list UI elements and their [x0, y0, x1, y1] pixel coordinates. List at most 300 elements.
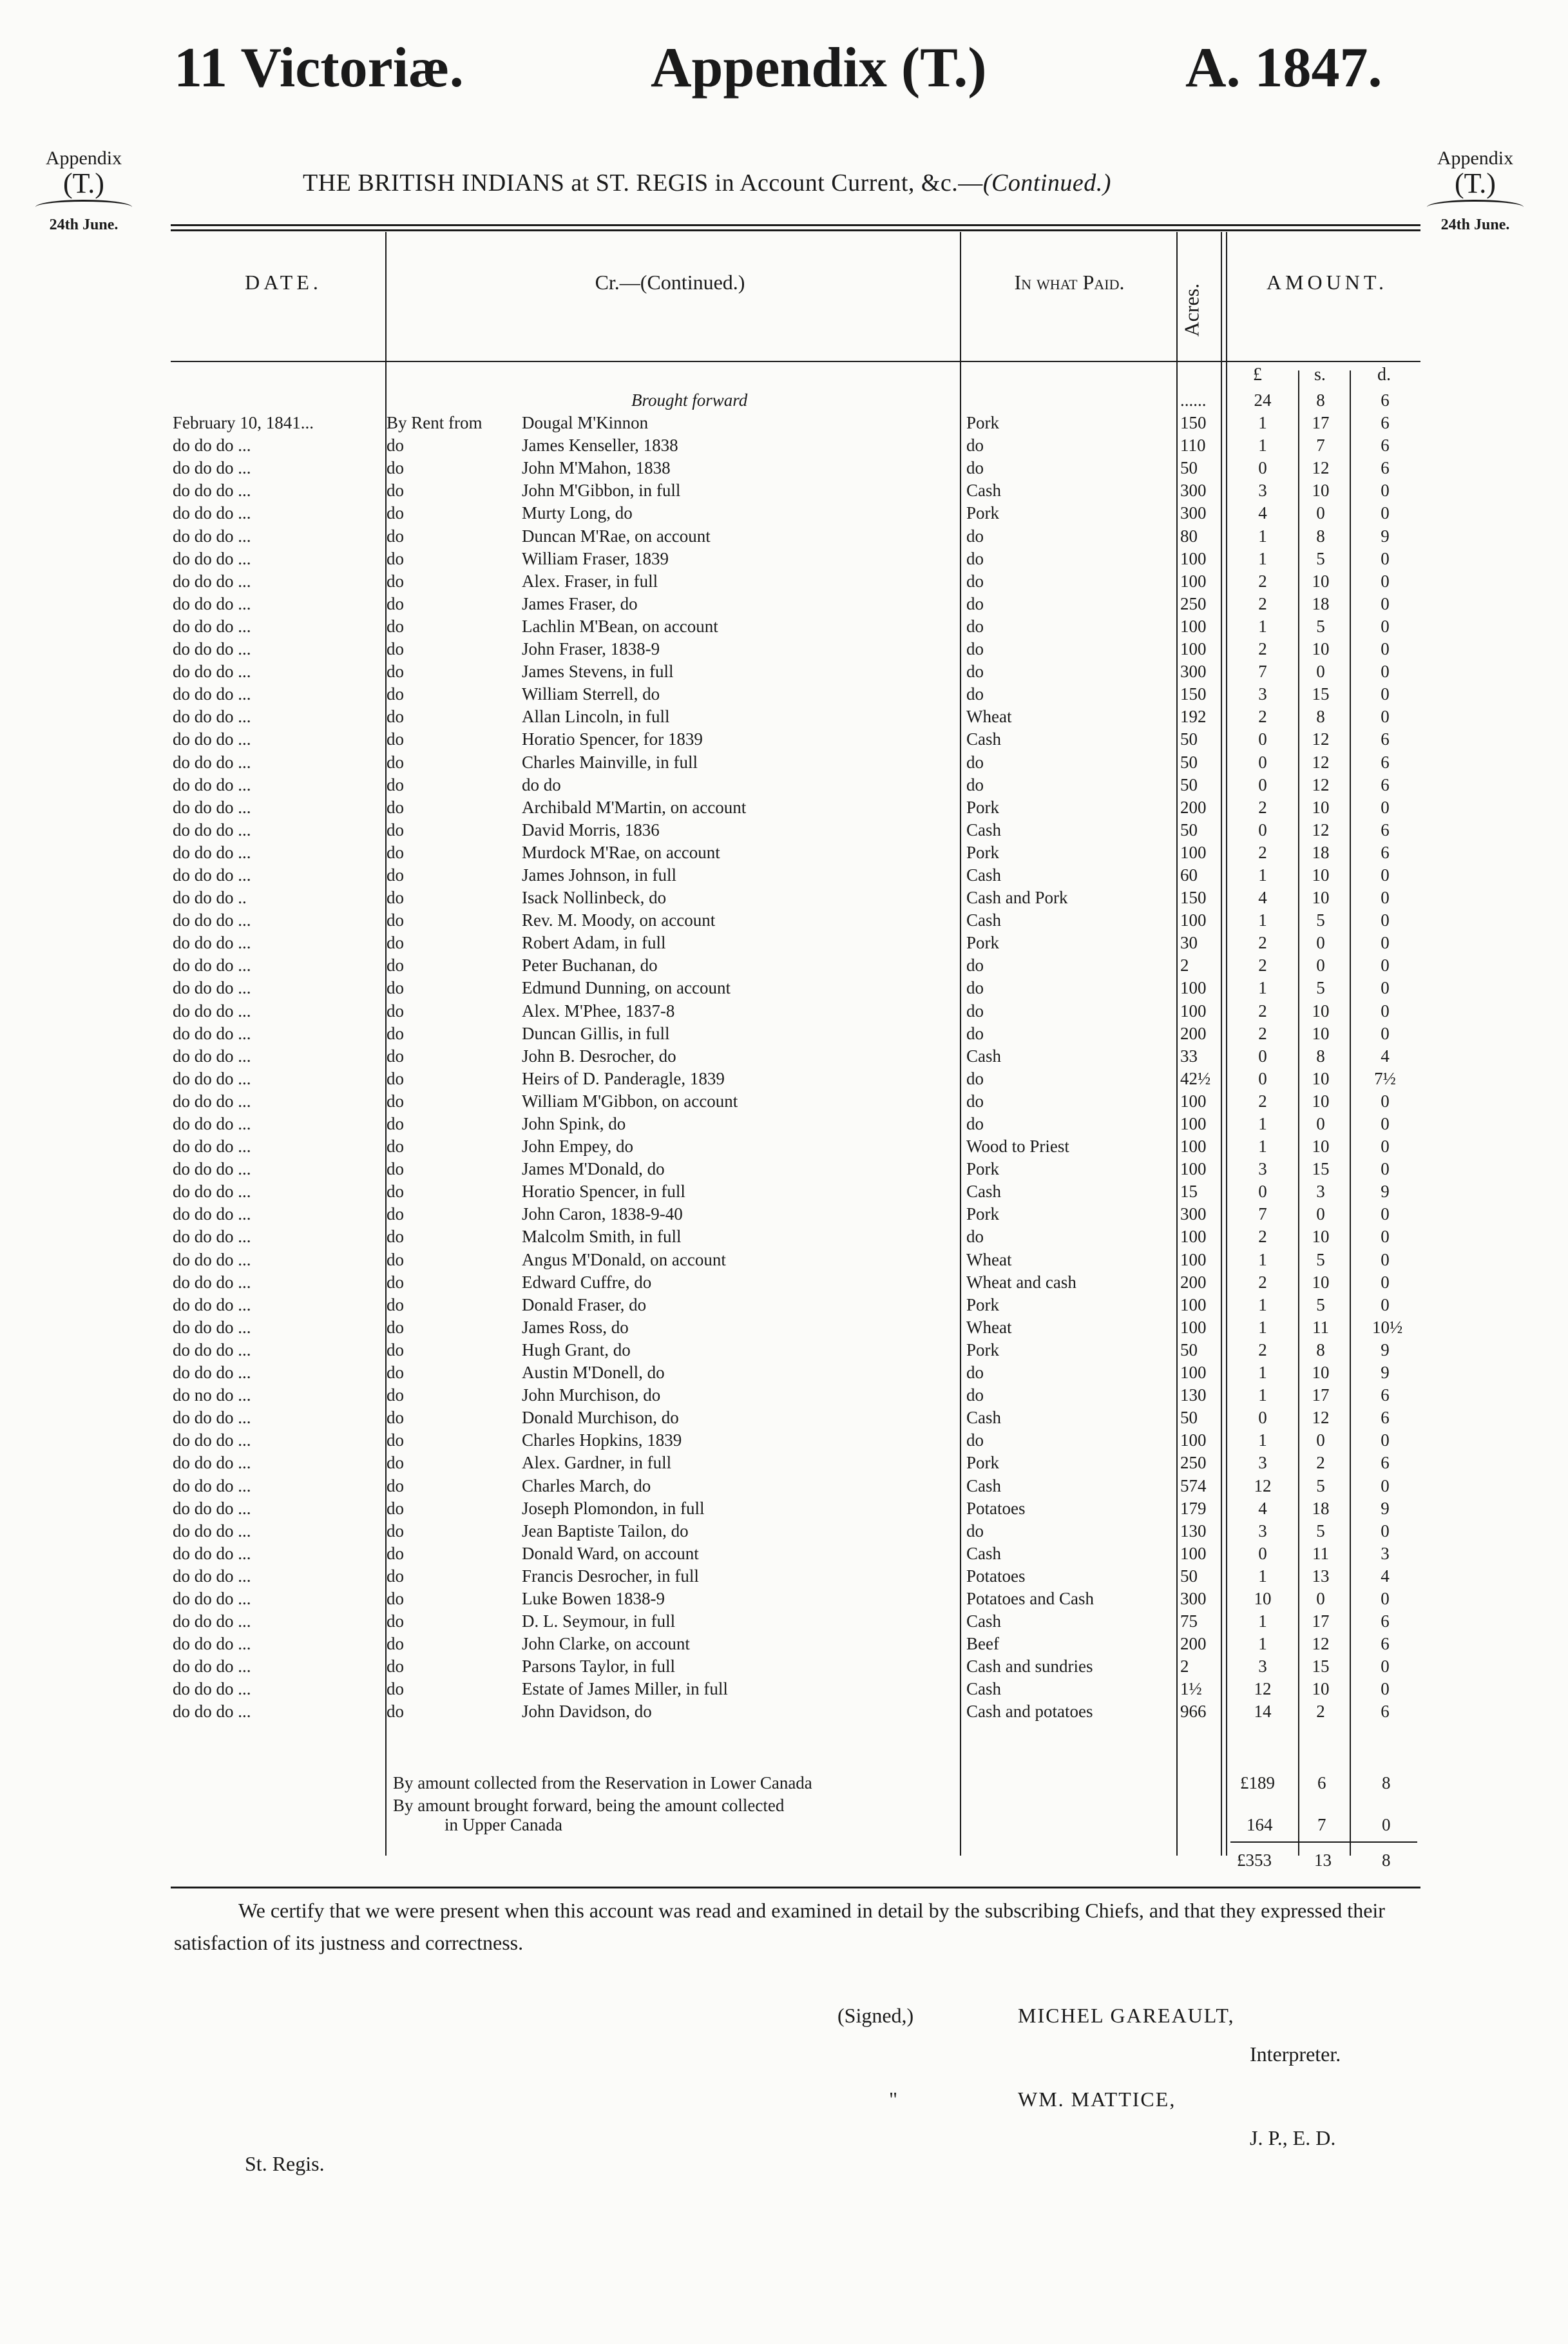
shillings-cell: 10: [1312, 1023, 1330, 1043]
paid-in-cell: Cash: [966, 1475, 1001, 1495]
table-row: [0, 728, 1568, 751]
paid-in-cell: Cash and potatoes: [966, 1702, 1093, 1722]
table-row: [0, 412, 1568, 434]
table-row: [0, 864, 1568, 887]
acres-cell: 50: [1180, 752, 1198, 772]
acres-cell: 100: [1180, 1363, 1207, 1383]
shillings-cell: 5: [1316, 1475, 1325, 1495]
pounds-cell: 2: [1258, 842, 1267, 862]
credit-prefix-cell: do: [387, 1611, 404, 1631]
pence-cell: 6: [1381, 774, 1390, 794]
pounds-cell: 12: [1254, 1679, 1272, 1699]
pence-cell: 0: [1381, 933, 1390, 953]
pounds-cell: 1: [1258, 1430, 1267, 1450]
shillings-cell: 0: [1316, 1430, 1325, 1450]
pence-cell: 9: [1381, 526, 1390, 546]
paid-in-cell: do: [966, 684, 984, 704]
credit-prefix-cell: do: [387, 865, 404, 885]
acres-cell: 300: [1180, 662, 1207, 682]
pounds-cell: 4: [1258, 888, 1267, 908]
pounds-cell: 2: [1258, 1227, 1267, 1247]
credit-prefix-cell: do: [387, 481, 404, 501]
paid-in-cell: do: [966, 616, 984, 636]
acres-cell: 100: [1180, 1430, 1207, 1450]
payer-name-cell: Angus M'Donald, on account: [522, 1249, 726, 1269]
certification-text: We certify that we were present when this account was read and examined in detail by the subscribing Chiefs, and that they expressed their satisfaction of its justness and correctness.: [174, 1899, 1385, 1954]
shillings-cell: 17: [1312, 413, 1330, 433]
signatory-2-name: WM. MATTICE,: [1018, 2088, 1176, 2111]
date-cell: do do do ...: [173, 1249, 251, 1269]
date-cell: do do do ...: [173, 1453, 251, 1473]
payer-name-cell: Charles Mainville, in full: [522, 752, 698, 772]
paid-in-cell: Cash: [966, 820, 1001, 840]
payer-name-cell: Donald Fraser, do: [522, 1294, 647, 1314]
pounds-cell: 0: [1258, 1068, 1267, 1088]
credit-prefix-cell: do: [387, 616, 404, 636]
paid-in-cell: Cash: [966, 865, 1001, 885]
brace-icon: [35, 200, 132, 215]
payer-name-cell: John Murchison, do: [522, 1385, 661, 1405]
pounds-cell: 0: [1258, 820, 1267, 840]
pence-cell: 6: [1381, 842, 1390, 862]
pounds-cell: 1: [1258, 910, 1267, 930]
credit-prefix-cell: do: [387, 1159, 404, 1179]
shillings-cell: 2: [1316, 1453, 1325, 1473]
acres-cell: 100: [1180, 1114, 1207, 1133]
shillings-cell: 10: [1312, 1679, 1330, 1699]
payer-name-cell: James Kenseller, 1838: [522, 436, 678, 456]
paid-in-cell: Pork: [966, 413, 1000, 433]
credit-prefix-cell: do: [387, 729, 404, 749]
payer-name-cell: John Empey, do: [522, 1137, 633, 1157]
margin-date: 24th June.: [1440, 216, 1510, 233]
date-cell: do do do ...: [173, 956, 251, 975]
date-cell: do do do ...: [173, 1340, 251, 1359]
shillings-cell: 12: [1312, 1408, 1330, 1428]
table-row: [0, 1407, 1568, 1429]
date-cell: do do do ...: [173, 1091, 251, 1111]
table-row: [0, 1384, 1568, 1407]
payer-name-cell: Horatio Spencer, for 1839: [522, 729, 703, 749]
pence-cell: 6: [1381, 1453, 1390, 1473]
paid-in-cell: do: [966, 1430, 984, 1450]
pence-cell: 0: [1381, 548, 1390, 568]
credit-prefix-cell: do: [387, 662, 404, 682]
date-cell: do do do ...: [173, 1068, 251, 1088]
credit-prefix-cell: By Rent from: [387, 413, 483, 433]
pounds-cell: 3: [1258, 1453, 1267, 1473]
credit-prefix-cell: do: [387, 1475, 404, 1495]
payer-name-cell: Allan Lincoln, in full: [522, 707, 670, 727]
acres-cell: 50: [1180, 1340, 1198, 1359]
pence-cell: 6: [1381, 729, 1390, 749]
date-cell: do do do ...: [173, 842, 251, 862]
pounds-cell: 0: [1258, 1408, 1267, 1428]
margin-appendix-letter: (T.): [63, 167, 104, 199]
pence-cell: 0: [1381, 1137, 1390, 1157]
table-row: [0, 683, 1568, 706]
table-row: [0, 1339, 1568, 1361]
credit-prefix-cell: do: [387, 1182, 404, 1202]
shillings-cell: 8: [1316, 707, 1325, 727]
acres-cell: 100: [1180, 1317, 1207, 1337]
credit-prefix-cell: do: [387, 1702, 404, 1722]
pence-cell: 0: [1381, 1023, 1390, 1043]
date-cell: do do do ...: [173, 1137, 251, 1157]
credit-prefix-cell: do: [387, 1249, 404, 1269]
credit-prefix-cell: do: [387, 1408, 404, 1428]
acres-cell: 100: [1180, 1091, 1207, 1111]
table-row: [0, 1113, 1568, 1135]
pence-cell: 0: [1381, 1249, 1390, 1269]
margin-appendix-label: Appendix: [45, 148, 122, 169]
header-appendix: Appendix (T.): [651, 37, 987, 99]
date-cell: do do do ...: [173, 933, 251, 953]
pence-cell: 0: [1381, 978, 1390, 998]
payer-name-cell: D. L. Seymour, in full: [522, 1611, 676, 1631]
date-cell: do do do ...: [173, 820, 251, 840]
payer-name-cell: Robert Adam, in full: [522, 933, 666, 953]
credit-prefix-cell: do: [387, 1498, 404, 1518]
payer-name-cell: John M'Mahon, 1838: [522, 458, 671, 478]
pence-cell: 0: [1381, 1475, 1390, 1495]
table-row: [0, 548, 1568, 570]
payer-name-cell: William M'Gibbon, on account: [522, 1091, 738, 1111]
upper-canada-pence: 0: [1382, 1815, 1391, 1834]
date-cell: do do do ...: [173, 1294, 251, 1314]
date-cell: do do do ...: [173, 503, 251, 523]
pence-cell: 0: [1381, 865, 1390, 885]
paid-in-cell: do: [966, 526, 984, 546]
pounds-cell: 4: [1258, 1498, 1267, 1518]
payer-name-cell: Murdock M'Rae, on account: [522, 842, 720, 862]
date-cell: do do do ...: [173, 1408, 251, 1428]
acres-cell: 100: [1180, 1159, 1207, 1179]
acres-cell: 100: [1180, 842, 1207, 862]
credit-prefix-cell: do: [387, 436, 404, 456]
date-cell: do do do ...: [173, 1588, 251, 1608]
total-pence: 8: [1382, 1850, 1391, 1870]
column-header-paid: In what Paid.: [1014, 271, 1125, 294]
credit-prefix-cell: do: [387, 503, 404, 523]
date-cell: do do do ...: [173, 1159, 251, 1179]
pence-cell: 6: [1381, 1634, 1390, 1654]
table-row: [0, 1271, 1568, 1294]
shillings-cell: 12: [1312, 820, 1330, 840]
shillings-cell: 5: [1316, 978, 1325, 998]
pence-cell: 0: [1381, 1521, 1390, 1541]
acres-cell: 130: [1180, 1521, 1207, 1541]
paid-in-cell: Pork: [966, 1340, 1000, 1359]
shillings-cell: 11: [1312, 1317, 1329, 1337]
shillings-cell: 0: [1316, 1204, 1325, 1224]
acres-cell: 1½: [1180, 1679, 1202, 1699]
shillings-cell: 10: [1312, 639, 1330, 659]
pounds-cell: 3: [1258, 684, 1267, 704]
table-row: [0, 615, 1568, 638]
payer-name-cell: John Clarke, on account: [522, 1634, 690, 1654]
table-row: [0, 932, 1568, 954]
paid-in-cell: Pork: [966, 1159, 1000, 1179]
paid-in-cell: Beef: [966, 1634, 999, 1654]
pounds-cell: 12: [1254, 1475, 1272, 1495]
credit-prefix-cell: do: [387, 526, 404, 546]
total-rule: [1230, 1841, 1417, 1843]
shillings-cell: 13: [1312, 1566, 1330, 1586]
acres-cell: 192: [1180, 707, 1207, 727]
pounds-cell: 2: [1258, 797, 1267, 817]
pounds-cell: 2: [1258, 1023, 1267, 1043]
payer-name-cell: John Davidson, do: [522, 1702, 652, 1722]
credit-prefix-cell: do: [387, 1543, 404, 1563]
pounds-cell: 1: [1258, 1114, 1267, 1133]
pence-cell: 4: [1381, 1566, 1390, 1586]
credit-prefix-cell: do: [387, 956, 404, 975]
date-cell: do do do ...: [173, 1317, 251, 1337]
payer-name-cell: Alex. Gardner, in full: [522, 1453, 672, 1473]
pounds-cell: 1: [1258, 616, 1267, 636]
acres-cell: 100: [1180, 1249, 1207, 1269]
pence-cell: 0: [1381, 503, 1390, 523]
shillings-cell: 0: [1316, 662, 1325, 682]
pence-cell: 0: [1381, 1272, 1390, 1292]
table-row: [0, 1452, 1568, 1474]
shillings-cell: 0: [1316, 1114, 1325, 1133]
shillings-cell: 8: [1316, 526, 1325, 546]
table-row: [0, 1203, 1568, 1225]
paid-in-cell: Pork: [966, 933, 1000, 953]
date-cell: do do do ...: [173, 1498, 251, 1518]
paid-in-cell: Cash: [966, 1543, 1001, 1563]
pounds-cell: 0: [1258, 1182, 1267, 1202]
paid-in-cell: do: [966, 593, 984, 613]
paid-in-cell: do: [966, 774, 984, 794]
pounds-cell: 2: [1258, 707, 1267, 727]
shillings-cell: 10: [1312, 1227, 1330, 1247]
pence-cell: 0: [1381, 956, 1390, 975]
ledger-rows: [0, 389, 1568, 1724]
shillings-cell: 17: [1312, 1611, 1330, 1631]
paid-in-cell: do: [966, 1091, 984, 1111]
payer-name-cell: James Johnson, in full: [522, 865, 676, 885]
date-cell: do do do ..: [173, 888, 247, 908]
margin-appendix-letter: (T.): [1455, 167, 1496, 199]
date-cell: do do do ...: [173, 571, 251, 591]
table-row: [0, 502, 1568, 524]
date-cell: do do do ...: [173, 684, 251, 704]
pence-cell: 9: [1381, 1498, 1390, 1518]
credit-prefix-cell: do: [387, 1023, 404, 1043]
column-header-acres-label: Acres.: [1180, 283, 1203, 337]
pence-cell: 0: [1381, 571, 1390, 591]
table-row: [0, 706, 1568, 728]
date-cell: do do do ...: [173, 1001, 251, 1021]
credit-prefix-cell: do: [387, 458, 404, 478]
payer-name-cell: William Fraser, 1839: [522, 548, 669, 568]
credit-prefix-cell: do: [387, 1272, 404, 1292]
credit-prefix-cell: do: [387, 752, 404, 772]
payer-name-cell: Duncan M'Rae, on account: [522, 526, 711, 546]
acres-cell: 300: [1180, 1204, 1207, 1224]
pence-cell: 0: [1381, 910, 1390, 930]
credit-prefix-cell: do: [387, 1566, 404, 1586]
acres-cell: 100: [1180, 1001, 1207, 1021]
acres-cell: 80: [1180, 526, 1198, 546]
date-cell: do do do ...: [173, 752, 251, 772]
column-header-amount: AMOUNT.: [1266, 271, 1388, 294]
acres-cell: 50: [1180, 458, 1198, 478]
acres-cell: 110: [1180, 436, 1206, 456]
shillings-cell: 10: [1312, 1001, 1330, 1021]
acres-cell: 50: [1180, 1566, 1198, 1586]
credit-prefix-cell: do: [387, 1340, 404, 1359]
paid-in-cell: do: [966, 978, 984, 998]
payer-name-cell: Dougal M'Kinnon: [522, 413, 649, 433]
pence-cell: 6: [1381, 1611, 1390, 1631]
paid-in-cell: Cash: [966, 1679, 1001, 1699]
pence-cell: 6: [1381, 436, 1390, 456]
acres-cell: 250: [1180, 1453, 1207, 1473]
paid-in-cell: do: [966, 458, 984, 478]
pence-cell: 0: [1381, 1159, 1390, 1179]
table-title: [303, 169, 1111, 197]
date-cell: do do do ...: [173, 436, 251, 456]
place-name: St. Regis.: [245, 2152, 325, 2175]
table-row: [0, 1294, 1568, 1316]
table-row: [0, 1045, 1568, 1068]
pounds-cell: 1: [1258, 1249, 1267, 1269]
shillings-cell: 18: [1312, 593, 1330, 613]
pounds-cell: 3: [1258, 481, 1267, 501]
paid-in-cell: do: [966, 1114, 984, 1133]
acres-cell: 100: [1180, 1543, 1207, 1563]
payer-name-cell: Estate of James Miller, in full: [522, 1679, 728, 1699]
paid-in-cell: do: [966, 1023, 984, 1043]
credit-prefix-cell: do: [387, 1634, 404, 1654]
table-row: [0, 977, 1568, 999]
paid-in-cell: Cash: [966, 1182, 1001, 1202]
table-row: [0, 909, 1568, 932]
table-row: [0, 1090, 1568, 1113]
credit-prefix-cell: do: [387, 548, 404, 568]
paid-in-cell: Cash: [966, 910, 1001, 930]
paid-in-cell: do: [966, 1363, 984, 1383]
upper-canada-pounds: 164: [1247, 1815, 1273, 1834]
pounds-cell: 3: [1258, 1159, 1267, 1179]
date-cell: do do do ...: [173, 1543, 251, 1563]
acres-cell: 100: [1180, 1294, 1207, 1314]
payer-name-cell: Donald Murchison, do: [522, 1408, 679, 1428]
payer-name-cell: Joseph Plomondon, in full: [522, 1498, 705, 1518]
credit-prefix-cell: do: [387, 797, 404, 817]
pounds-cell: 0: [1258, 729, 1267, 749]
payer-name-cell: Peter Buchanan, do: [522, 956, 658, 975]
total-shillings: 13: [1314, 1850, 1332, 1870]
signatory-2-title: J. P., E. D.: [1250, 2126, 1336, 2149]
date-cell: do do do ...: [173, 1204, 251, 1224]
table-row: [0, 1542, 1568, 1565]
payer-name-cell: John Spink, do: [522, 1114, 626, 1133]
pounds-cell: 1: [1258, 413, 1267, 433]
pounds-cell: 2: [1258, 933, 1267, 953]
pounds-cell: 1: [1258, 1566, 1267, 1586]
brought-forward-label: Brought forward: [631, 390, 748, 410]
acres-cell: 60: [1180, 865, 1198, 885]
credit-prefix-cell: do: [387, 1363, 404, 1383]
table-row: [0, 479, 1568, 502]
paid-in-cell: Pork: [966, 1294, 1000, 1314]
shillings-cell: 11: [1312, 1543, 1329, 1563]
payer-name-cell: Charles Hopkins, 1839: [522, 1430, 682, 1450]
signatory-1-name: MICHEL GAREAULT,: [1018, 2004, 1235, 2027]
pounds-cell: 1: [1258, 1137, 1267, 1157]
table-row: [0, 434, 1568, 457]
paid-in-cell: do: [966, 548, 984, 568]
payer-name-cell: Hugh Grant, do: [522, 1340, 631, 1359]
lower-canada-pence: 8: [1382, 1773, 1391, 1792]
table-row: [0, 1158, 1568, 1180]
payer-name-cell: Alex. Fraser, in full: [522, 571, 658, 591]
pounds-cell: 1: [1258, 865, 1267, 885]
acres-cell: 300: [1180, 503, 1207, 523]
pence-cell: 0: [1381, 1679, 1390, 1699]
shillings-cell: 5: [1316, 548, 1325, 568]
paid-in-cell: Wheat and cash: [966, 1272, 1076, 1292]
date-cell: do do do ...: [173, 593, 251, 613]
credit-prefix-cell: do: [387, 684, 404, 704]
acres-cell: 200: [1180, 1023, 1207, 1043]
credit-prefix-cell: do: [387, 639, 404, 659]
payer-name-cell: Edmund Dunning, on account: [522, 978, 731, 998]
credit-prefix-cell: do: [387, 1657, 404, 1676]
payer-name-cell: John M'Gibbon, in full: [522, 481, 681, 501]
paid-in-cell: do: [966, 956, 984, 975]
pounds-cell: 3: [1258, 1657, 1267, 1676]
date-cell: do do do ...: [173, 1679, 251, 1699]
table-row: [0, 1000, 1568, 1023]
shillings-cell: 10: [1312, 1363, 1330, 1383]
margin-date: 24th June.: [49, 216, 119, 233]
pence-cell: 3: [1381, 1543, 1390, 1563]
pounds-cell: 0: [1258, 1543, 1267, 1563]
ditto-mark: ": [889, 2088, 898, 2111]
pence-cell: 9: [1381, 1340, 1390, 1359]
lower-canada-pounds: £189: [1240, 1773, 1275, 1792]
shillings-cell: 12: [1312, 774, 1330, 794]
acres-cell: 50: [1180, 774, 1198, 794]
date-cell: do do do ...: [173, 1611, 251, 1631]
payer-name-cell: do do: [522, 774, 561, 794]
date-cell: do do do ...: [173, 707, 251, 727]
date-cell: do do do ...: [173, 1566, 251, 1586]
acres-cell: 130: [1180, 1385, 1207, 1405]
shillings-cell: 5: [1316, 616, 1325, 636]
paid-in-cell: do: [966, 436, 984, 456]
table-row: [0, 841, 1568, 864]
upper-canada-shillings: 7: [1317, 1815, 1326, 1834]
pounds-cell: 0: [1258, 774, 1267, 794]
signatory-1-title: Interpreter.: [1250, 2042, 1341, 2066]
credit-prefix-cell: do: [387, 1001, 404, 1021]
date-cell: do do do ...: [173, 548, 251, 568]
shillings-cell: 5: [1316, 910, 1325, 930]
acres-cell: 250: [1180, 593, 1207, 613]
acres-cell: 100: [1180, 616, 1207, 636]
acres-cell: 100: [1180, 1227, 1207, 1247]
credit-prefix-cell: do: [387, 1453, 404, 1473]
header-rule: [171, 361, 1420, 362]
acres-cell: 150: [1180, 413, 1207, 433]
